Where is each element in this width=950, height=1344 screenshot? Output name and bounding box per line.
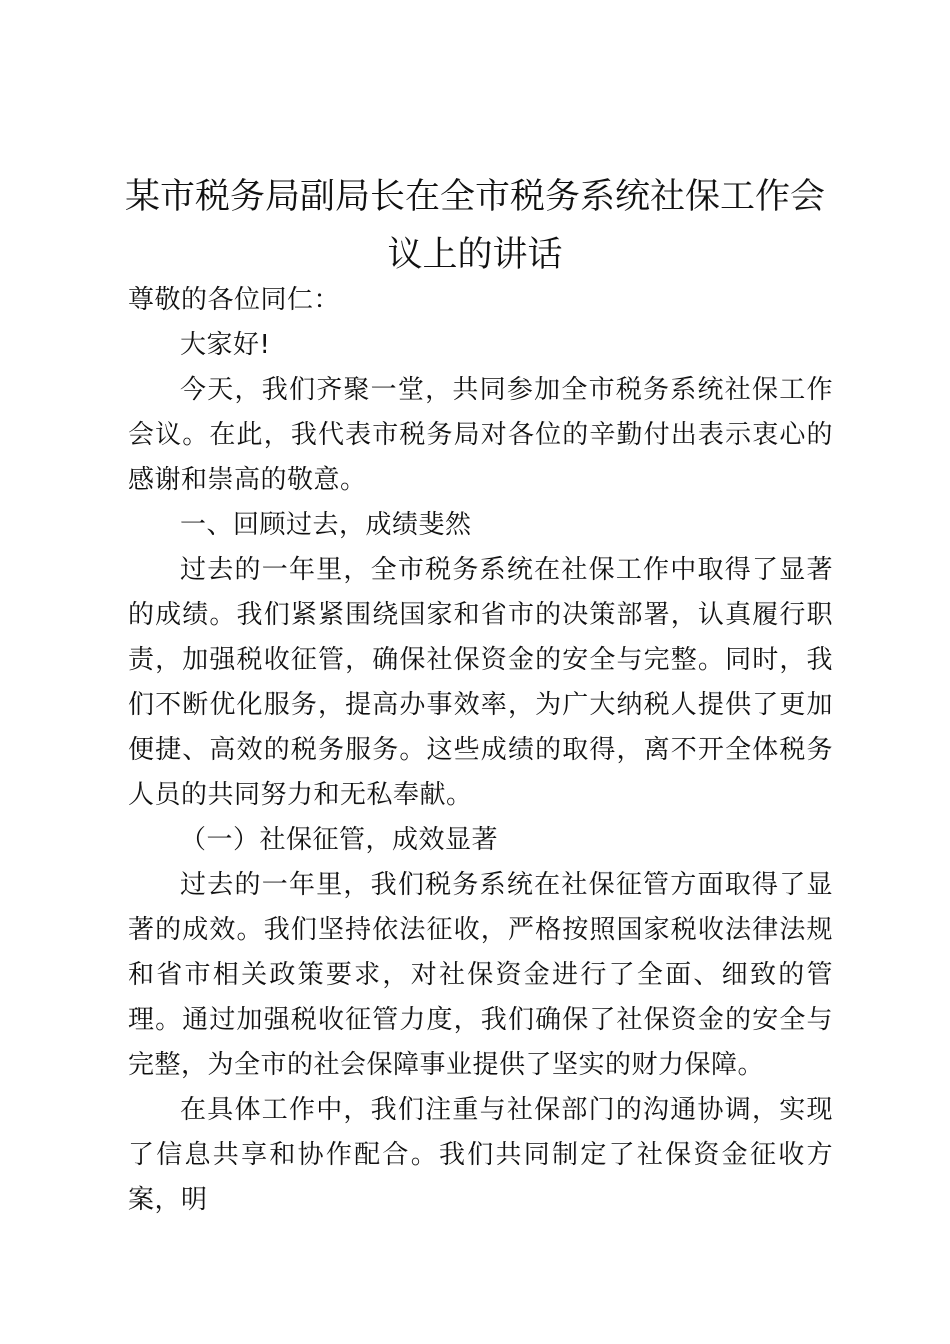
subsection-paragraph-1: 过去的一年里，我们税务系统在社保征管方面取得了显著的成效。我们坚持依法征收，严格按照国家税收法律法规和省市相关政策要求，对社保资金进行了全面、细致的管理。通过加强税收征管力度，我们确保了社保资金的安全与完整，为全市的社会保障事业提供了坚实的财力保障。	[128, 870, 833, 1080]
document-body	[128, 278, 833, 1223]
intro-paragraph: 今天，我们齐聚一堂，共同参加全市税务系统社保工作会议。在此，我代表市税务局对各位的辛勤付出表示衷心的感谢和崇高的敬意。	[128, 375, 833, 495]
section-paragraph-1: 过去的一年里，全市税务系统在社保工作中取得了显著的成绩。我们紧紧围绕国家和省市的决策部署，认真履行职责，加强税收征管，确保社保资金的安全与完整。同时，我们不断优化服务，提高办事效率，为广大纳税人提供了更加便捷、高效的税务服务。这些成绩的取得，离不开全体税务人员的共同努力和无私奉献。	[128, 555, 833, 810]
document-title: 某市税务局副局长在全市税务系统社保工作会议上的讲话	[124, 177, 825, 275]
salutation: 尊敬的各位同仁：	[128, 285, 341, 315]
subsection-heading-1: （一）社保征管，成效显著	[180, 825, 499, 855]
subsection-paragraph-2: 在具体工作中，我们注重与社保部门的沟通协调，实现了信息共享和协作配合。我们共同制定了社保资金征收方案，明	[128, 1095, 833, 1215]
greeting: 大家好!	[180, 330, 271, 360]
section-heading-1: 一、回顾过去，成绩斐然	[180, 510, 472, 540]
